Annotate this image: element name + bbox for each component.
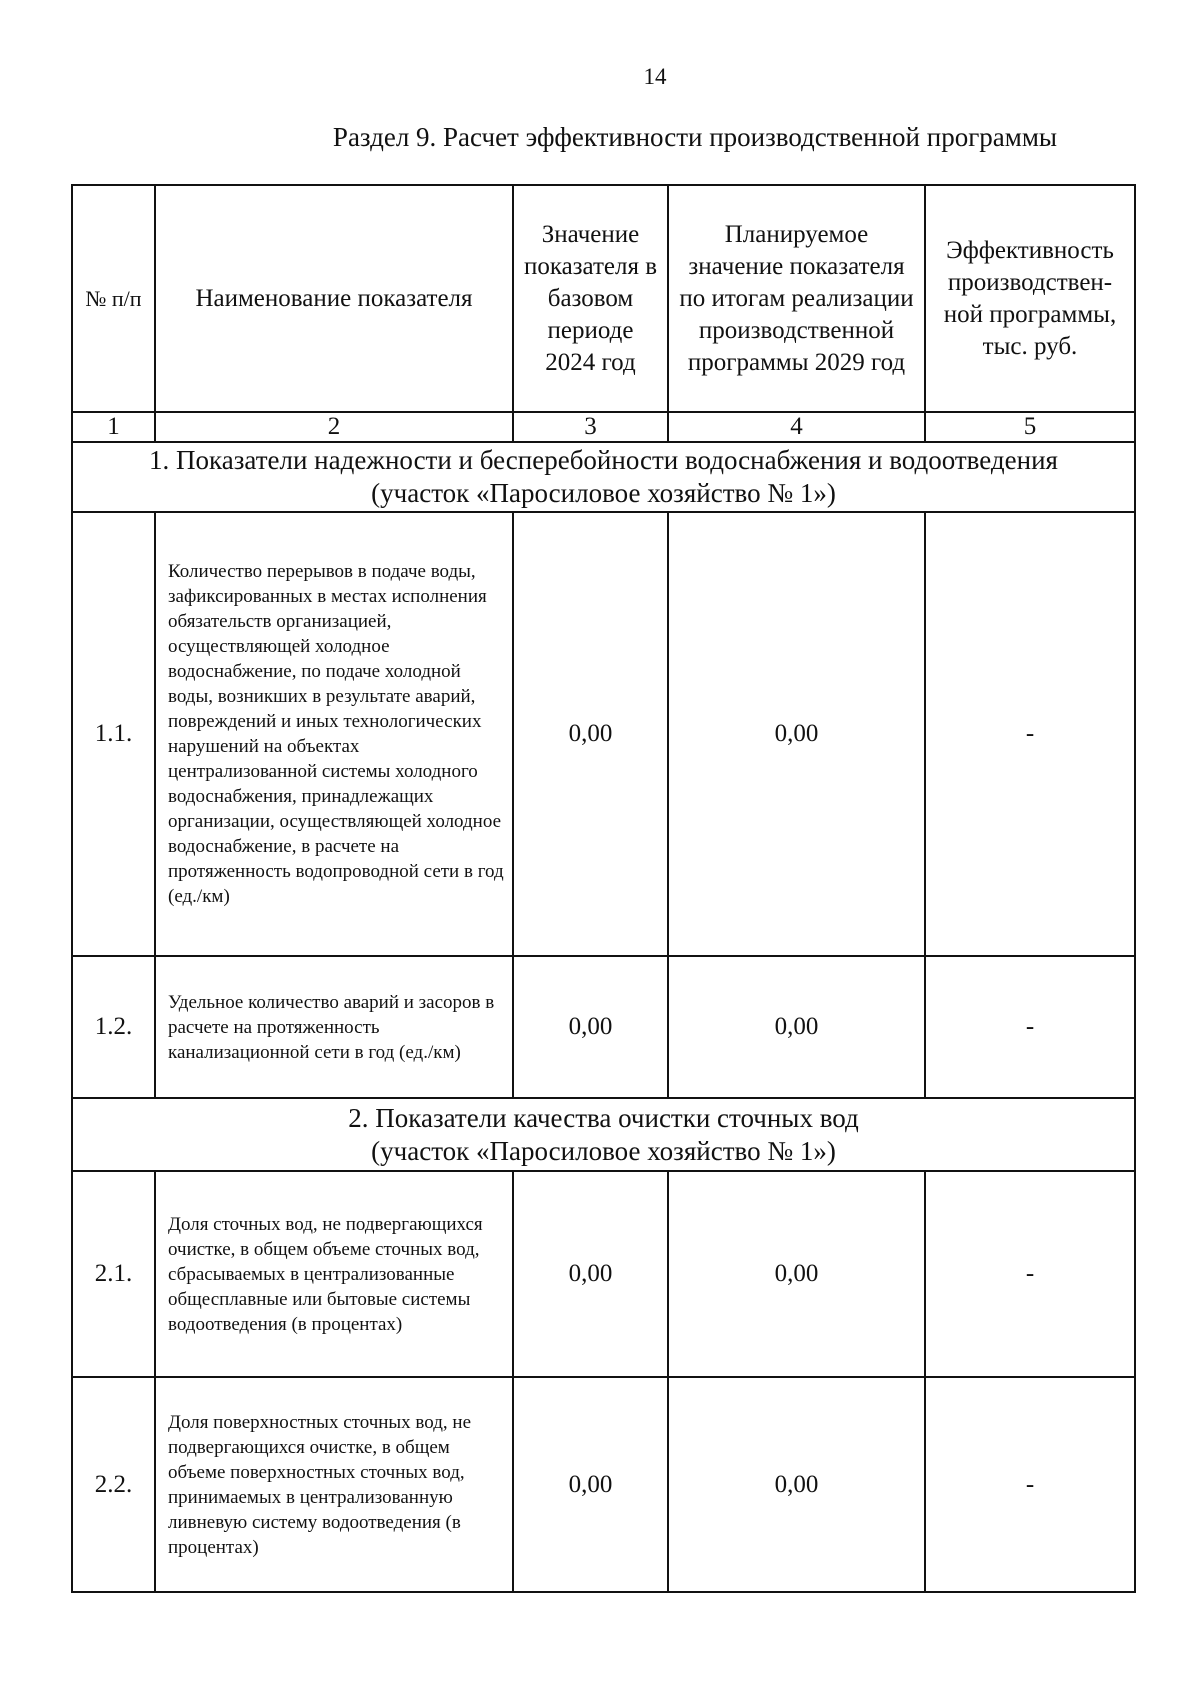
- header-efficiency: Эффективность производствен-ной программы, тыс. руб.: [925, 185, 1135, 412]
- column-number: 5: [925, 412, 1135, 442]
- page-number: 14: [643, 64, 667, 89]
- indicator-name: Количество перерывов в подаче воды, зафиксированных в местах исполнения обязательств организацией, осуществляющей холодное водоснабжение, по подаче холодной воды, возникших в результате аварий, повреждений и иных технологических нарушений на объектах централизованной системы холодного водоснабжения, принадлежащих организации, осуществляющей холодное водоснабжение, в расчете на протяженность водопроводной сети в год (ед./км): [155, 512, 513, 956]
- row-number: 1.2.: [72, 956, 155, 1098]
- column-number: 1: [72, 412, 155, 442]
- section-row: [72, 442, 1135, 512]
- section-title: Раздел 9. Расчет эффективности производственной программы: [332, 122, 1058, 152]
- base-value: 0,00: [513, 1377, 668, 1592]
- base-value: 0,00: [513, 956, 668, 1098]
- table-row: [72, 1171, 1135, 1377]
- header-base: Значение показателя в базовом периоде 2024 год: [513, 185, 668, 412]
- header-name: Наименование показателя: [155, 185, 513, 412]
- indicator-name: Доля поверхностных сточных вод, не подвергающихся очистке, в общем объеме поверхностных сточных вод, принимаемых в централизованную ливневую систему водоотведения (в процентах): [155, 1377, 513, 1592]
- base-value: 0,00: [513, 1171, 668, 1377]
- section-title-cell: [72, 1098, 1135, 1171]
- efficiency-table: [71, 184, 1136, 1593]
- section-title-line: 2. Показатели качества очистки сточных вод: [348, 1102, 859, 1133]
- efficiency-value: -: [925, 956, 1135, 1098]
- planned-value: 0,00: [668, 512, 925, 956]
- section-row: [72, 1098, 1135, 1171]
- table-header-row: [72, 185, 1135, 412]
- column-number: 3: [513, 412, 668, 442]
- efficiency-value: -: [925, 1377, 1135, 1592]
- base-value: 0,00: [513, 512, 668, 956]
- indicator-name: Удельное количество аварий и засоров в расчете на протяженность канализационной сети в год (ед./км): [155, 956, 513, 1098]
- column-numbers-row: [72, 412, 1135, 442]
- column-number: 2: [155, 412, 513, 442]
- section-title-line: (участок «Паросиловое хозяйство № 1»): [371, 1135, 836, 1166]
- table-row: [72, 956, 1135, 1098]
- row-number: 2.1.: [72, 1171, 155, 1377]
- efficiency-value: -: [925, 512, 1135, 956]
- indicator-name: Доля сточных вод, не подвергающихся очистке, в общем объеме сточных вод, сбрасываемых в централизованные общесплавные или бытовые системы водоотведения (в процентах): [155, 1171, 513, 1377]
- planned-value: 0,00: [668, 1171, 925, 1377]
- section-title-line: (участок «Паросиловое хозяйство № 1»): [371, 478, 836, 508]
- header-num: № п/п: [72, 185, 155, 412]
- row-number: 2.2.: [72, 1377, 155, 1592]
- column-number: 4: [668, 412, 925, 442]
- efficiency-value: -: [925, 1171, 1135, 1377]
- section-title-line: 1. Показатели надежности и бесперебойности водоснабжения и водоотведения: [149, 445, 1058, 475]
- planned-value: 0,00: [668, 956, 925, 1098]
- table-row: [72, 1377, 1135, 1592]
- planned-value: 0,00: [668, 1377, 925, 1592]
- header-planned: Планируемое значение показателя по итогам реализации производственной программы 2029 год: [668, 185, 925, 412]
- table-row: [72, 512, 1135, 956]
- section-title-cell: [72, 442, 1135, 512]
- row-number: 1.1.: [72, 512, 155, 956]
